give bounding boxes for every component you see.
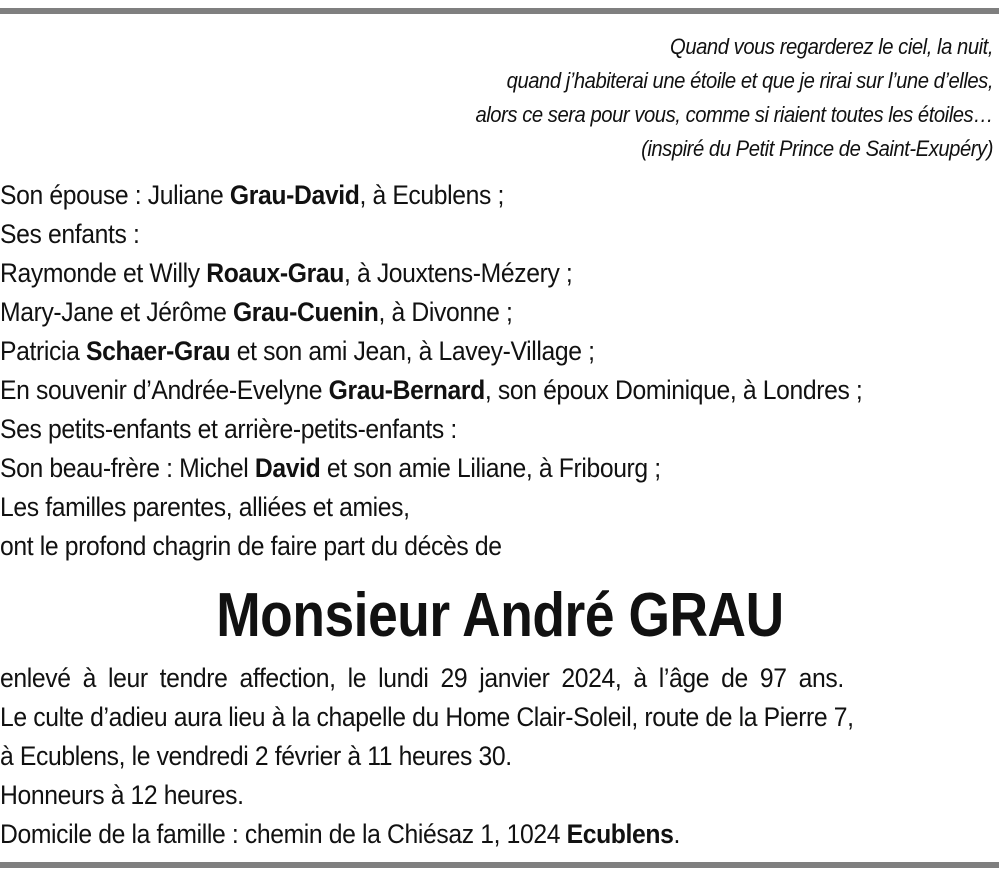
family-line: ont le profond chagrin de faire part du décès de <box>0 531 502 561</box>
text: , à Jouxtens-Mézery ; <box>343 258 573 288</box>
family-line <box>0 293 997 332</box>
quote-line-3: alors ce sera pour vous, comme si riaient toutes les étoiles… <box>475 102 993 127</box>
surname: Grau-Cuenin <box>232 297 379 327</box>
details-line: enlevé à leur tendre affection, le lundi 29 janvier 2024, à l’âge de 97 ans. <box>0 663 844 693</box>
text: En souvenir d’Andrée-Evelyne <box>0 375 329 405</box>
details-line: à Ecublens, le vendredi 2 février à 11 heures 30. <box>0 741 512 771</box>
quote-line-4: (inspiré du Petit Prince de Saint-Exupéry) <box>641 136 993 161</box>
family-line <box>0 332 997 371</box>
family-line <box>0 371 997 410</box>
surname: Grau-Bernard <box>328 375 485 405</box>
family-line <box>0 449 997 488</box>
details-line: Le culte d’adieu aura lieu à la chapelle du Home Clair-Soleil, route de la Pierre 7, <box>0 702 854 732</box>
details-line <box>0 815 999 854</box>
family-list <box>0 176 997 566</box>
text: Patricia <box>0 336 86 366</box>
surname: Roaux-Grau <box>206 258 344 288</box>
text: Son beau-frère : Michel <box>0 453 255 483</box>
text: et son ami Jean, à Lavey-Village ; <box>230 336 595 366</box>
epigraph-quote <box>165 30 993 166</box>
text: et son amie Liliane, à Fribourg ; <box>320 453 661 483</box>
bottom-rule <box>0 862 999 868</box>
family-line: Ses enfants : <box>0 219 140 249</box>
deceased-name <box>0 580 999 652</box>
surname: Schaer-Grau <box>85 336 231 366</box>
family-line: Les familles parentes, alliées et amies, <box>0 492 410 522</box>
ceremony-details <box>0 659 999 854</box>
surname: Grau-David <box>229 180 360 210</box>
text: , à Ecublens ; <box>359 180 505 210</box>
top-rule <box>0 8 999 14</box>
quote-line-2: quand j’habiterai une étoile et que je rirai sur l’une d’elles, <box>506 68 993 93</box>
details-line: Honneurs à 12 heures. <box>0 780 244 810</box>
text: Raymonde et Willy <box>0 258 207 288</box>
deceased-name-text: Monsieur André GRAU <box>215 581 784 650</box>
text: Domicile de la famille : chemin de la Chiésaz 1, 1024 <box>0 819 567 849</box>
text: Mary-Jane et Jérôme <box>0 297 233 327</box>
text: , à Divonne ; <box>378 297 513 327</box>
quote-line-1: Quand vous regarderez le ciel, la nuit, <box>670 34 993 59</box>
text: Son épouse : Juliane <box>0 180 230 210</box>
text: . <box>673 819 681 849</box>
text: , son époux Dominique, à Londres ; <box>484 375 863 405</box>
town: Ecublens <box>566 819 674 849</box>
family-line <box>0 254 997 293</box>
family-line: Ses petits-enfants et arrière-petits-enfants : <box>0 414 457 444</box>
surname: David <box>254 453 321 483</box>
family-line <box>0 176 997 215</box>
